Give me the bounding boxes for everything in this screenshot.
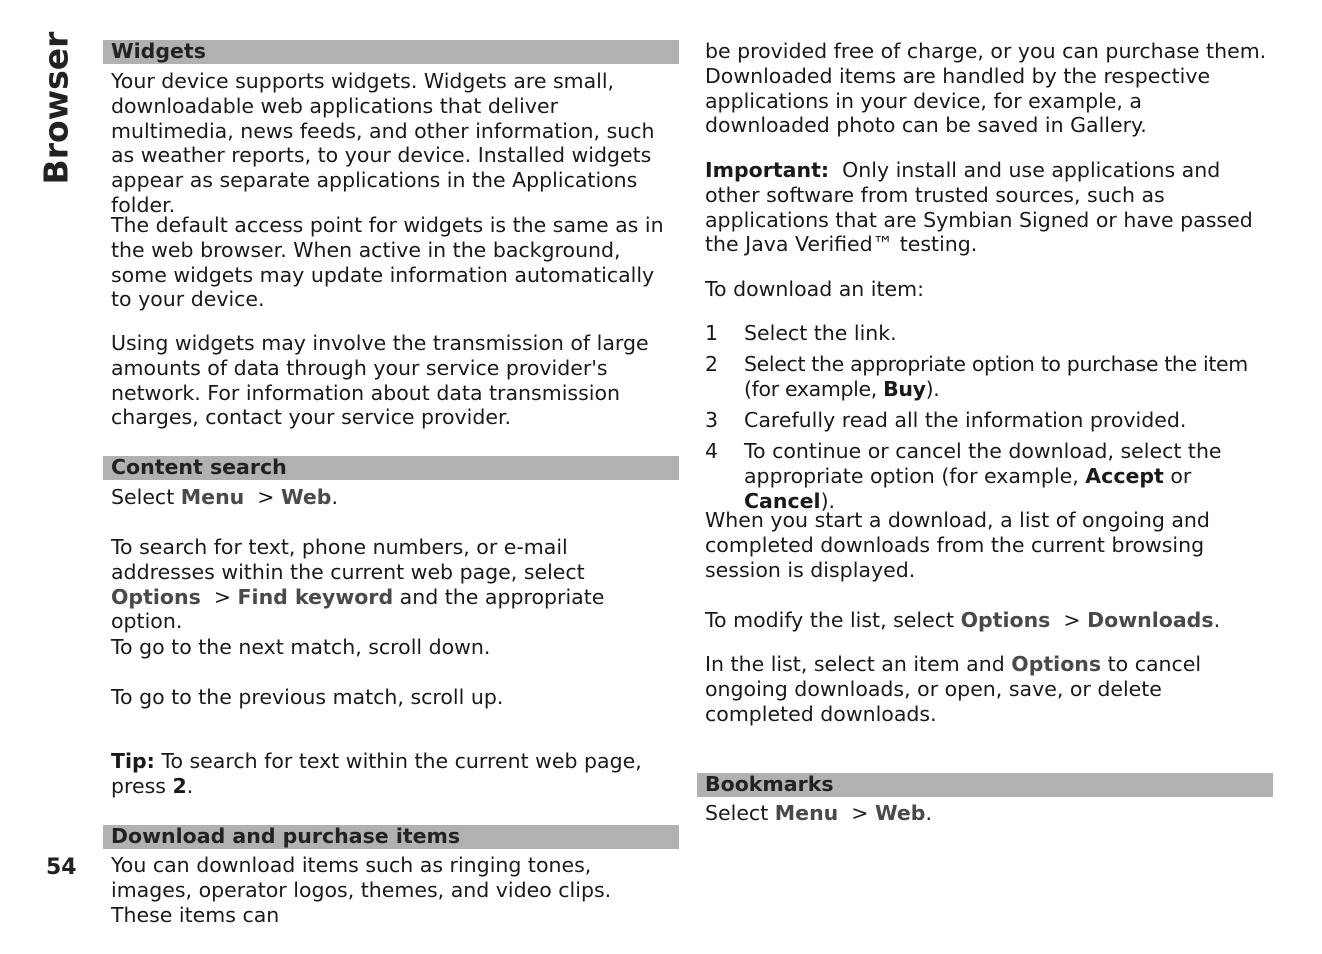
web-term: Web bbox=[875, 801, 926, 825]
step-text: Select the appropriate option to purchase the item (for example, Buy). bbox=[744, 352, 1248, 401]
section-heading-content-search: Content search bbox=[103, 456, 679, 480]
options-term: Options bbox=[111, 584, 201, 609]
downloads-term: Downloads bbox=[1087, 608, 1214, 632]
section-heading-widgets: Widgets bbox=[103, 40, 679, 64]
widgets-paragraph-2: The default access point for widgets is the same as in the web browser. When active in the background, some widgets may update information automatically to your device. bbox=[111, 213, 664, 312]
menu-term: Menu bbox=[180, 485, 245, 509]
buy-term: Buy bbox=[883, 376, 926, 401]
important-paragraph: Important: Only install and use applications and other software from trusted sources, such as applications that are Symbian Signed or have passed the Java Verified™ testing. bbox=[705, 158, 1260, 257]
download-paragraph-1: You can download items such as ringing tones, images, operator logos, themes, and video clips. These items can bbox=[111, 853, 612, 927]
download-list-paragraph: When you start a download, a list of ongoing and completed downloads from the current browsing session is displayed. bbox=[705, 508, 1210, 582]
step-number: 1 bbox=[705, 321, 719, 345]
chapter-title-text: Browser bbox=[36, 31, 76, 184]
web-term: Web bbox=[281, 485, 332, 509]
section-heading-download: Download and purchase items bbox=[103, 825, 679, 849]
widgets-paragraph-3: Using widgets may involve the transmission of large amounts of data through your service provider's network. For information about data transmission charges, contact your service provider. bbox=[111, 331, 649, 430]
content-search-select-line: Select Menu > Web. bbox=[111, 485, 338, 509]
in-list-paragraph: In the list, select an item and Options to cancel ongoing downloads, or open, save, or delete completed downloads. bbox=[705, 652, 1202, 726]
tip-paragraph: Tip: To search for text within the current web page, press 2. bbox=[111, 749, 642, 798]
chapter-title bbox=[36, 31, 76, 184]
page-number: 54 bbox=[46, 855, 77, 880]
section-heading-bookmarks: Bookmarks bbox=[697, 773, 1273, 797]
options-term: Options bbox=[960, 608, 1051, 632]
step-number: 2 bbox=[705, 352, 719, 376]
bookmarks-select-line: Select Menu > Web. bbox=[705, 801, 932, 825]
step-text: To continue or cancel the download, select the appropriate option (for example, Accept or Cancel). bbox=[744, 439, 1222, 513]
step-text: Select the link. bbox=[744, 321, 897, 345]
to-download-intro: To download an item: bbox=[705, 277, 925, 301]
important-label: Important: bbox=[705, 158, 830, 182]
download-paragraph-continued: be provided free of charge, or you can purchase them. Downloaded items are handled by the respective applications in your device, for example, a downloaded photo can be saved in Gallery. bbox=[705, 39, 1267, 138]
content-search-paragraph: To search for text, phone numbers, or e-mail addresses within the current web page, select Options > Find keyword and the appropriate option. bbox=[111, 535, 605, 634]
modify-list-line: To modify the list, select Options > Downloads. bbox=[705, 608, 1221, 632]
next-match-text: To go to the next match, scroll down. bbox=[111, 635, 491, 659]
find-keyword-term: Find keyword bbox=[237, 584, 394, 609]
step-number: 4 bbox=[705, 439, 719, 463]
step-text: Carefully read all the information provided. bbox=[744, 408, 1187, 432]
accept-term: Accept bbox=[1085, 463, 1164, 488]
widgets-paragraph-1: Your device supports widgets. Widgets are small, downloadable web applications that deliver multimedia, news feeds, and other information, such as weather reports, to your device. Installed widgets appear as separate applications in the Applications folder. bbox=[111, 69, 655, 217]
menu-term: Menu bbox=[774, 801, 839, 825]
previous-match-text: To go to the previous match, scroll up. bbox=[111, 685, 504, 709]
tip-label: Tip: bbox=[111, 749, 155, 773]
tip-key: 2 bbox=[172, 773, 187, 798]
cancel-term: Cancel bbox=[744, 488, 821, 513]
step-number: 3 bbox=[705, 408, 719, 432]
options-term: Options bbox=[1011, 652, 1102, 676]
